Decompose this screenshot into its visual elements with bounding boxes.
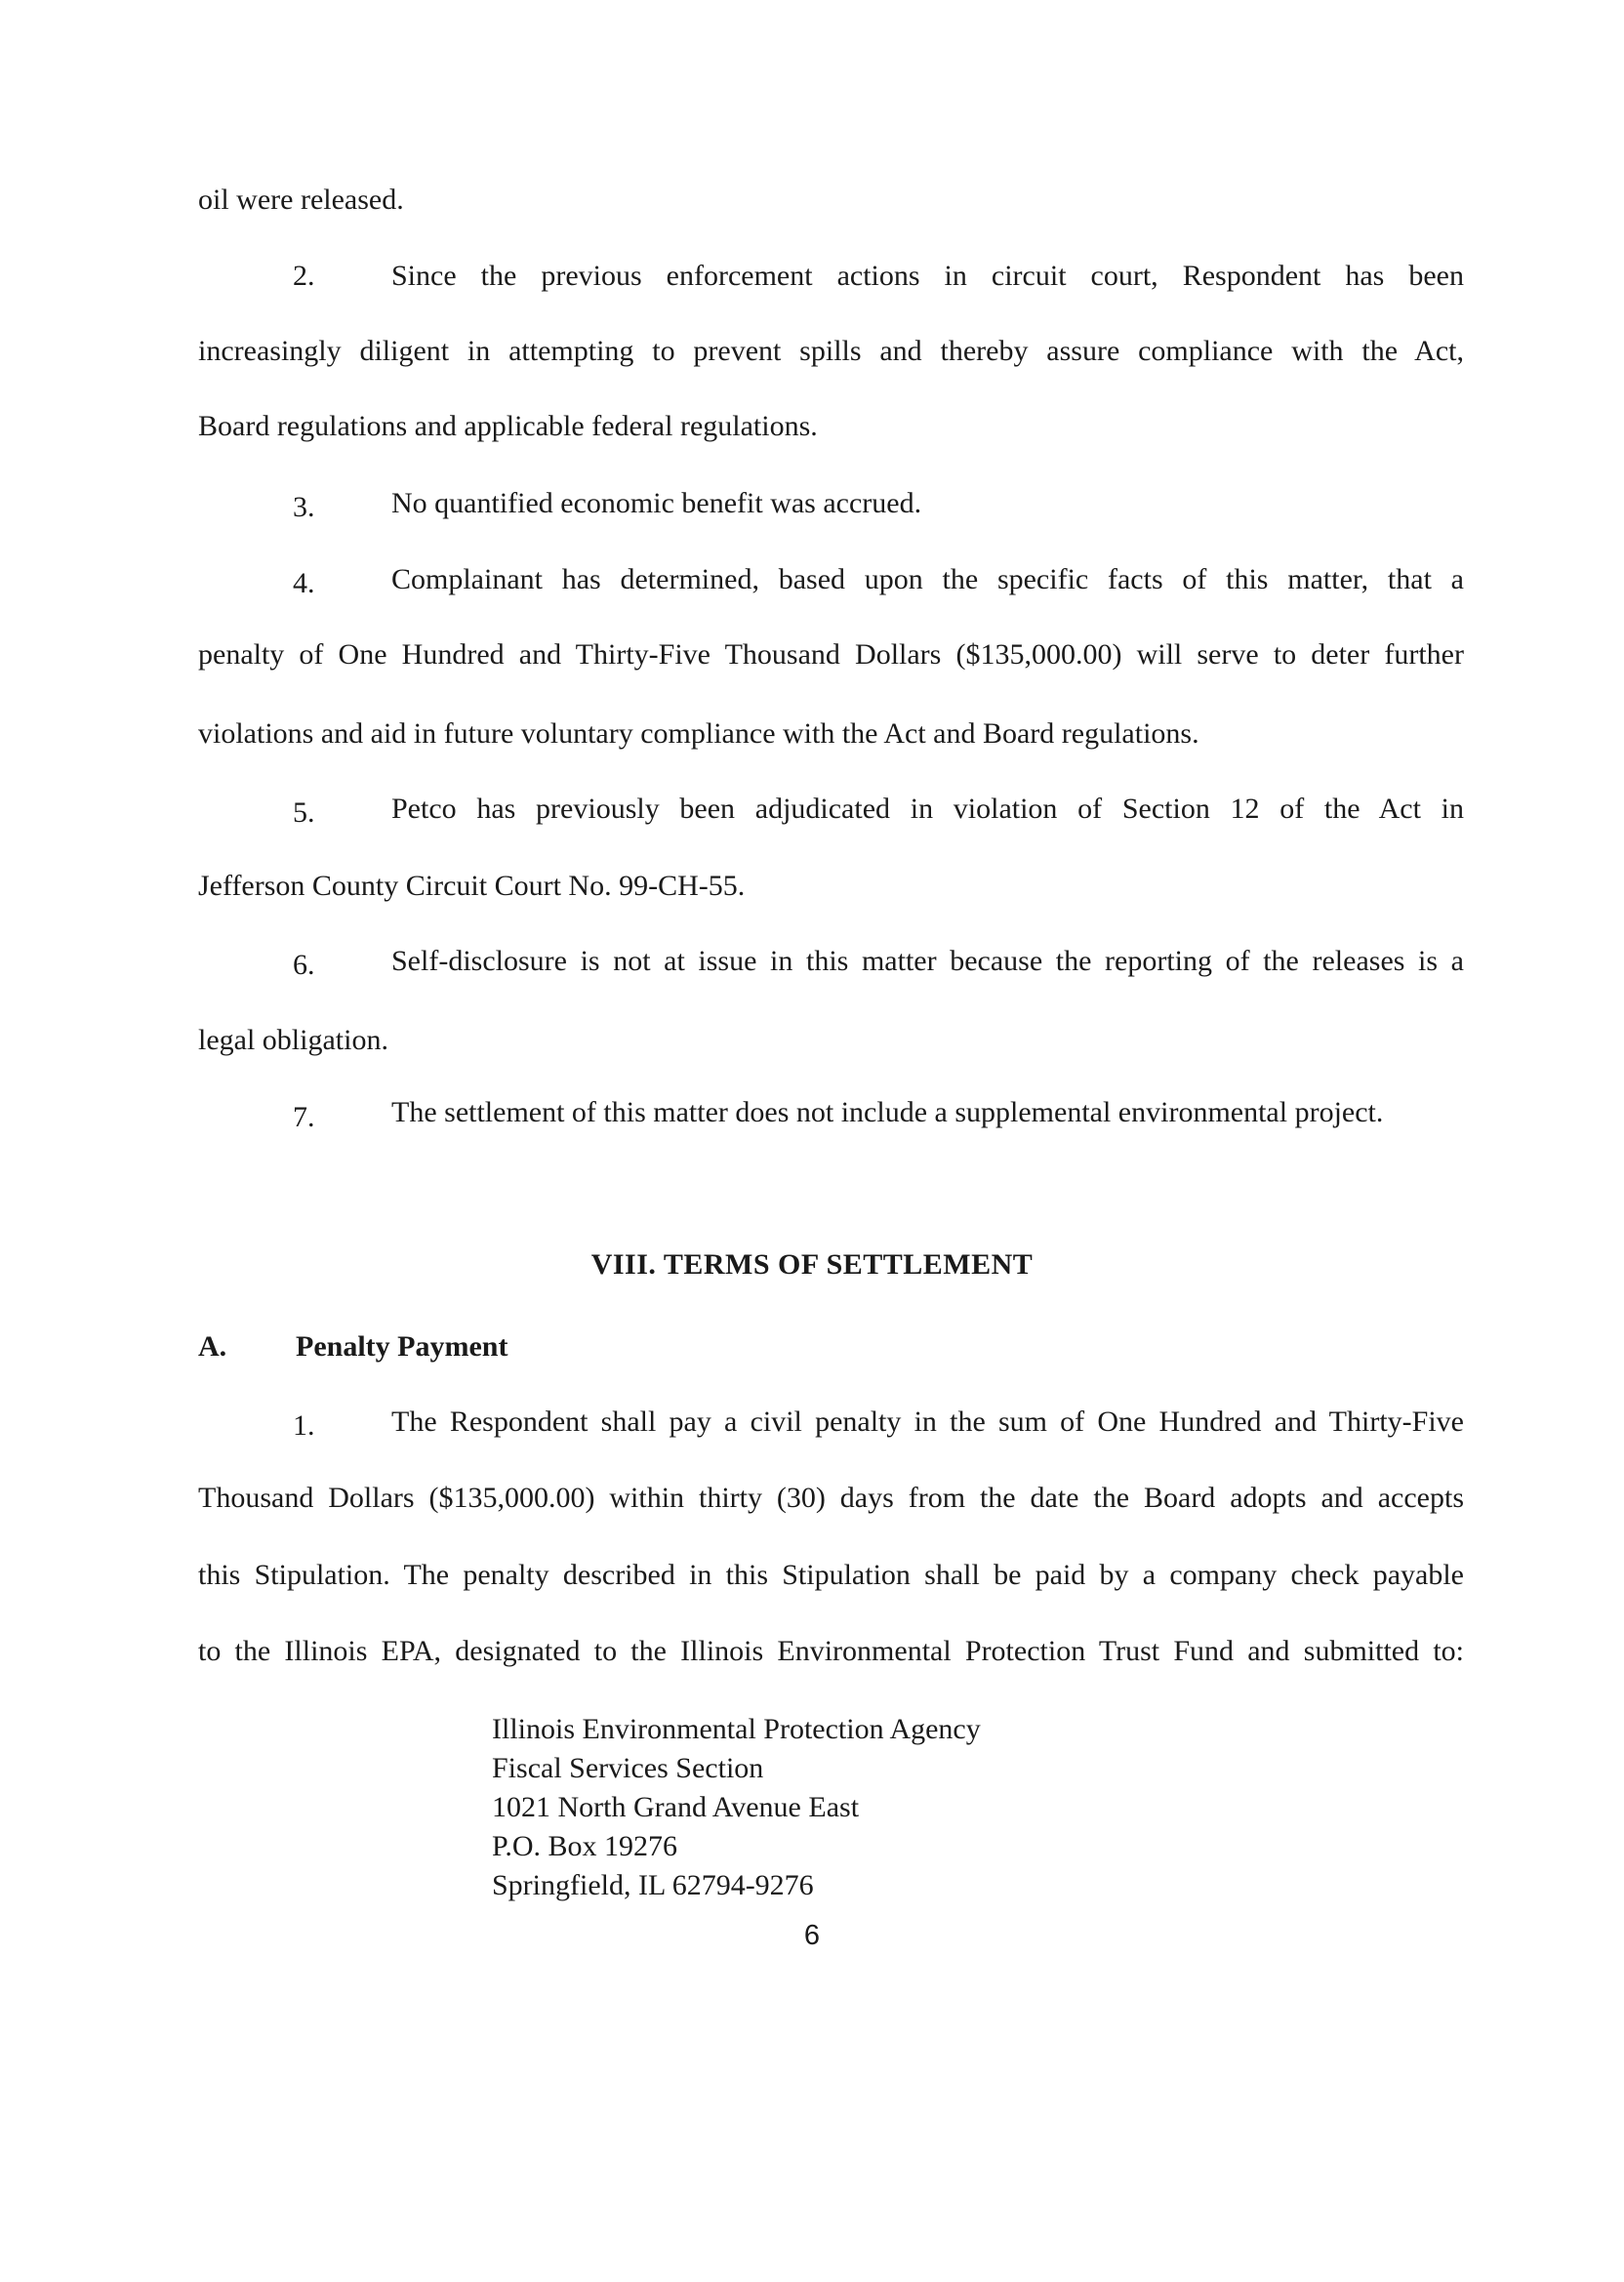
paragraph-number: 6. [293,949,315,981]
paragraph-number: 7. [293,1101,315,1133]
address-line: P.O. Box 19276 [492,1830,678,1862]
paragraph-text: Petco has previously been adjudicated in violation of Section 12 of the Act in [391,793,1464,825]
page-number: 6 [803,1920,821,1951]
paragraph-text: The Respondent shall pay a civil penalty in the sum of One Hundred and Thirty-Five [391,1406,1464,1438]
subsection-title: Penalty Payment [296,1330,508,1363]
paragraph-text: No quantified economic benefit was accrued. [391,487,922,519]
paragraph-text: this Stipulation. The penalty described in this Stipulation shall be paid by a company check payable [198,1559,1464,1591]
paragraph-text: legal obligation. [198,1024,388,1056]
paragraph-text: The settlement of this matter does not include a supplemental environmental project. [391,1096,1384,1128]
subsection-letter: A. [198,1330,227,1363]
paragraph-text: Thousand Dollars ($135,000.00) within thirty (30) days from the date the Board adopts and accepts [198,1482,1464,1514]
paragraph-number: 3. [293,491,315,523]
paragraph-number: 1. [293,1409,315,1442]
section-heading: VIII. TERMS OF SETTLEMENT [590,1248,1034,1281]
paragraph-text: Jefferson County Circuit Court No. 99-CH-55. [198,870,746,902]
paragraph-text: Self-disclosure is not at issue in this matter because the reporting of the releases is a [391,945,1464,977]
continuation-text: oil were released. [198,183,404,216]
paragraph-text: increasingly diligent in attempting to prevent spills and thereby assure compliance with the Act, [198,335,1464,367]
paragraph-text: to the Illinois EPA, designated to the Illinois Environmental Protection Trust Fund and submitted to: [198,1635,1464,1667]
paragraph-text: Complainant has determined, based upon the specific facts of this matter, that a [391,563,1464,595]
paragraph-text: Since the previous enforcement actions in circuit court, Respondent has been [391,260,1464,292]
paragraph-number: 5. [293,796,315,829]
paragraph-number: 2. [293,260,315,292]
address-line: Springfield, IL 62794-9276 [492,1869,814,1901]
paragraph-text: violations and aid in future voluntary compliance with the Act and Board regulations. [198,717,1199,750]
paragraph-text: penalty of One Hundred and Thirty-Five Thousand Dollars ($135,000.00) will serve to deter further [198,638,1464,671]
paragraph-text: Board regulations and applicable federal regulations. [198,410,818,442]
address-line: Illinois Environmental Protection Agency [492,1713,981,1745]
paragraph-number: 4. [293,567,315,599]
address-line: 1021 North Grand Avenue East [492,1791,860,1823]
address-line: Fiscal Services Section [492,1752,764,1784]
